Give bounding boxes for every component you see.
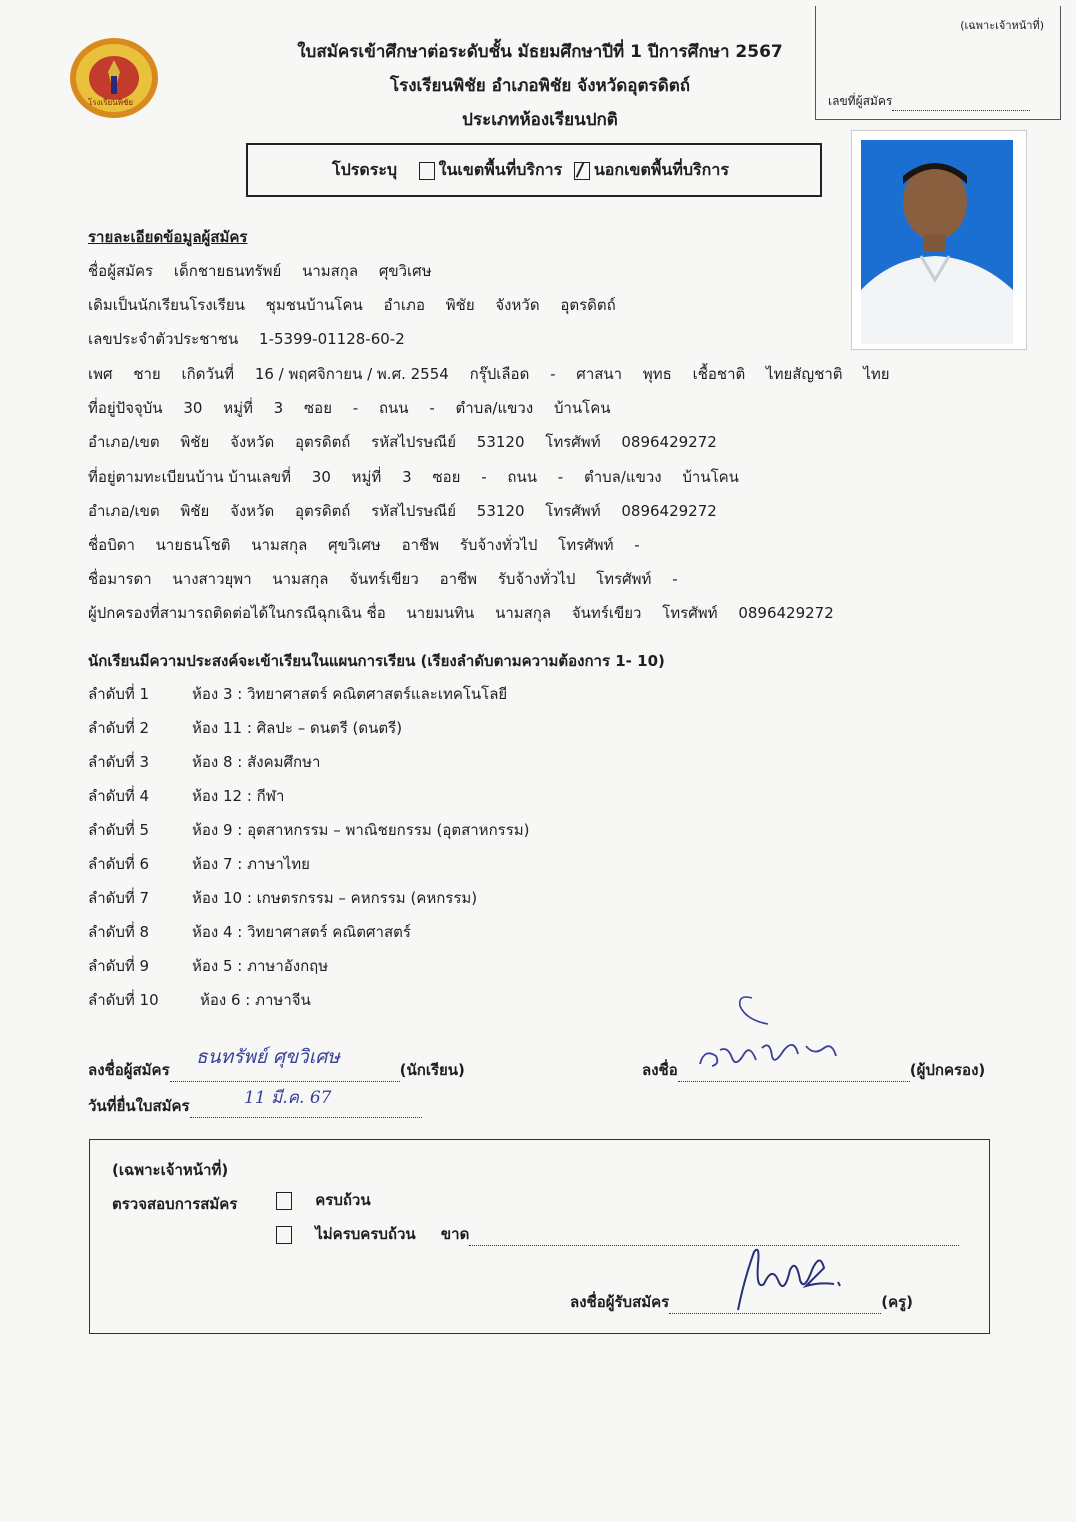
preference-room: ห้อง 7 : ภาษาไทย <box>192 855 310 873</box>
preference-rank: ลำดับที่ 3 <box>88 753 150 771</box>
reg-addr-label: ที่อยู่ตามทะเบียนบ้าน บ้านเลขที่ <box>88 468 291 486</box>
preference-row <box>88 853 326 875</box>
amphoe-value: พิชัย <box>445 296 475 314</box>
applicant-photo <box>851 130 1027 350</box>
road-label: ถนน <box>378 399 409 417</box>
religion-value: พุทธ <box>642 365 672 383</box>
applicant-handwritten-signature: ธนทรัพย์ ศุขวิเศษ <box>196 1046 340 1068</box>
id-value: 1-5399-01128-60-2 <box>259 330 405 348</box>
preference-rank: ลำดับที่ 9 <box>88 957 150 975</box>
reg-district-label: อำเภอ/เขต <box>88 502 160 520</box>
mother-surname-label: นามสกุล <box>272 570 329 588</box>
soi-value: - <box>352 399 359 417</box>
guardian-handwritten-signature <box>690 990 850 1080</box>
province-label: จังหวัด <box>495 296 540 314</box>
addr-no: 30 <box>183 399 203 417</box>
logo-text: โรงเรียนพิชัย <box>88 98 134 107</box>
soi-label: ซอย <box>304 399 332 417</box>
preference-room: ห้อง 6 : ภาษาจีน <box>200 991 311 1009</box>
preference-rank: ลำดับที่ 4 <box>88 787 150 805</box>
reg-phone-label: โทรศัพท์ <box>545 502 601 520</box>
reg-postal-value: 53120 <box>476 502 525 520</box>
incomplete-label: ไม่ครบครบถ้วน <box>315 1225 416 1243</box>
receiver-label: ลงชื่อผู้รับสมัคร <box>570 1293 670 1311</box>
reg-tambon-value: บ้านโคน <box>682 468 739 486</box>
form-title: ใบสมัครเข้าศึกษาต่อระดับชั้น มัธยมศึกษาปีที่ 1 ปีการศึกษา 2567 <box>297 42 783 62</box>
row-registered-district <box>88 500 733 522</box>
name-value: เด็กชายธนทรัพย์ <box>173 262 282 280</box>
reg-soi-value: - <box>481 468 487 486</box>
moo-label: หมู่ที่ <box>223 399 253 417</box>
row-personal <box>88 363 906 385</box>
row-prev-school <box>88 294 632 316</box>
inside-area-checkbox[interactable] <box>419 162 435 180</box>
row-current-district <box>88 431 733 453</box>
preference-row <box>88 989 327 1011</box>
born-value: 16 / พฤศจิกายน / พ.ศ. 2554 <box>254 365 449 383</box>
preference-rank: ลำดับที่ 2 <box>88 719 150 737</box>
reg-district-value: พิชัย <box>180 502 210 520</box>
blood-value: - <box>550 365 556 383</box>
application-date-handwriting: 11 มี.ค. 67 <box>244 1088 332 1108</box>
preference-room: ห้อง 8 : สังคมศึกษา <box>192 753 321 771</box>
guardian-phone-label: โทรศัพท์ <box>662 604 718 622</box>
preference-room: ห้อง 12 : กีฬา <box>192 787 285 805</box>
sex-value: ชาย <box>133 365 161 383</box>
preference-row <box>88 955 344 977</box>
receiver-handwritten-signature <box>730 1240 850 1320</box>
reg-road-label: ถนน <box>507 468 537 486</box>
service-area-box <box>246 143 822 197</box>
applicant-number-label: เลขที่ผู้สมัคร <box>828 94 893 108</box>
reg-addr-no: 30 <box>311 468 331 486</box>
preference-row <box>88 785 300 807</box>
name-label: ชื่อผู้สมัคร <box>88 262 154 280</box>
prev-school-label: เดิมเป็นนักเรียนโรงเรียน <box>88 296 245 314</box>
staff-heading: (เฉพาะเจ้าหน้าที่) <box>112 1161 229 1179</box>
guardian-surname-label: นามสกุล <box>495 604 552 622</box>
reg-moo-label: หมู่ที่ <box>351 468 382 486</box>
reg-moo-value: 3 <box>402 468 412 486</box>
province-label-2: จังหวัด <box>230 433 275 451</box>
reg-phone-value: 0896429272 <box>621 502 717 520</box>
phone-label: โทรศัพท์ <box>545 433 601 451</box>
preference-room: ห้อง 9 : อุตสาหกรรม – พาณิชยกรรม (อุตสาหกรรม) <box>192 821 530 839</box>
father-label: ชื่อบิดา <box>88 536 135 554</box>
application-date-label: วันที่ยื่นใบสมัคร <box>88 1097 190 1115</box>
nation-value: ไทย <box>863 365 890 383</box>
mother-name: นางสาวยุพา <box>172 570 252 588</box>
province-value: อุตรดิตถ์ <box>560 296 616 314</box>
preference-rank: ลำดับที่ 8 <box>88 923 150 941</box>
applicant-number-field[interactable] <box>828 92 1030 111</box>
staff-check-label: ตรวจสอบการสมัคร <box>112 1195 238 1213</box>
born-label: เกิดวันที่ <box>181 365 235 383</box>
addr-label: ที่อยู่ปัจจุบัน <box>88 399 163 417</box>
guardian-label: ผู้ปกครองที่สามารถติดต่อได้ในกรณีฉุกเฉิน ชื่อ <box>88 604 386 622</box>
father-career: รับจ้างทั่วไป <box>459 536 538 554</box>
row-current-address <box>88 397 626 419</box>
moo-value: 3 <box>273 399 284 417</box>
receiver-suffix: (ครู) <box>881 1293 914 1311</box>
outside-area-checkbox[interactable] <box>574 162 590 180</box>
preference-rank: ลำดับที่ 7 <box>88 889 150 907</box>
preference-room: ห้อง 3 : วิทยาศาสตร์ คณิตศาสตร์และเทคโนโลยี <box>192 685 508 703</box>
father-surname-label: นามสกุล <box>251 536 308 554</box>
row-guardian <box>88 602 850 624</box>
preference-row <box>88 887 493 909</box>
reg-province-value: อุตรดิตถ์ <box>295 502 351 520</box>
preference-rank: ลำดับที่ 6 <box>88 855 150 873</box>
race-value: ไทย <box>766 365 793 383</box>
province-value-2: อุตรดิตถ์ <box>295 433 351 451</box>
mother-career-label: อาชีพ <box>439 570 478 588</box>
applicant-signature-label: ลงชื่อผู้สมัคร <box>88 1061 170 1079</box>
preference-row <box>88 751 336 773</box>
surname-label: นามสกุล <box>302 262 359 280</box>
outside-area-label: นอกเขตพื้นที่บริการ <box>593 160 729 179</box>
missing-field[interactable] <box>441 1225 959 1243</box>
guardian-name: นายมนทิน <box>406 604 475 622</box>
preference-rank: ลำดับที่ 10 <box>88 991 159 1009</box>
postal-value: 53120 <box>476 433 525 451</box>
nation-label: สัญชาติ <box>792 365 843 383</box>
row-father <box>88 534 656 556</box>
preference-room: ห้อง 11 : ศิลปะ – ดนตรี (ดนตรี) <box>192 719 403 737</box>
complete-checkbox[interactable] <box>276 1192 292 1210</box>
missing-label: ขาด <box>440 1225 470 1243</box>
preferences-title: นักเรียนมีความประสงค์จะเข้าเรียนในแผนการเรียน (เรียงลำดับตามความต้องการ 1- 10) <box>88 652 665 670</box>
office-use-label: (เฉพาะเจ้าหน้าที่) <box>960 19 1044 32</box>
postal-label: รหัสไปรษณีย์ <box>371 433 456 451</box>
father-career-label: อาชีพ <box>401 536 440 554</box>
preference-row <box>88 819 546 841</box>
applicant-signature-suffix: (นักเรียน) <box>399 1061 465 1079</box>
preference-row <box>88 717 418 739</box>
guardian-signature-label: ลงชื่อ <box>642 1061 678 1079</box>
phone-value: 0896429272 <box>621 433 717 451</box>
reg-road-value: - <box>557 468 564 486</box>
inside-area-label: ในเขตพื้นที่บริการ <box>438 160 563 179</box>
office-use-box <box>815 6 1061 120</box>
reg-postal-label: รหัสไปรษณีย์ <box>371 502 456 520</box>
father-phone: - <box>634 536 640 554</box>
room-type: ประเภทห้องเรียนปกติ <box>462 110 618 130</box>
race-label: เชื้อชาติ <box>692 365 746 383</box>
father-name: นายธนโชติ <box>155 536 231 554</box>
reg-soi-label: ซอย <box>432 468 461 486</box>
guardian-surname: จันทร์เขียว <box>571 604 642 622</box>
prev-school-value: ชุมชนบ้านโคน <box>265 296 363 314</box>
father-surname: ศุขวิเศษ <box>328 536 381 554</box>
district-value: พิชัย <box>180 433 210 451</box>
mother-surname: จันทร์เขียว <box>349 570 419 588</box>
incomplete-checkbox[interactable] <box>276 1226 292 1244</box>
reg-tambon-label: ตำบล/แขวง <box>583 468 662 486</box>
row-id <box>88 328 421 350</box>
preference-rank: ลำดับที่ 5 <box>88 821 150 839</box>
father-phone-label: โทรศัพท์ <box>558 536 614 554</box>
preference-row <box>88 683 523 705</box>
tambon-label: ตำบล/แขวง <box>455 399 534 417</box>
surname-value: ศุขวิเศษ <box>378 262 432 280</box>
mother-career: รับจ้างทั่วไป <box>497 570 576 588</box>
preference-room: ห้อง 5 : ภาษาอังกฤษ <box>192 957 329 975</box>
school-line: โรงเรียนพิชัย อำเภอพิชัย จังหวัดอุตรดิตถ์ <box>389 76 691 96</box>
reg-province-label: จังหวัด <box>230 502 275 520</box>
row-mother <box>88 568 694 590</box>
blood-label: กรุ๊ปเลือด <box>469 365 530 383</box>
complete-label: ครบถ้วน <box>315 1191 371 1209</box>
preference-row <box>88 921 427 943</box>
tambon-value: บ้านโคน <box>553 399 611 417</box>
staff-use-box <box>89 1139 990 1334</box>
preference-rank: ลำดับที่ 1 <box>88 685 150 703</box>
sex-label: เพศ <box>88 365 113 383</box>
row-registered-address <box>88 466 755 488</box>
religion-label: ศาสนา <box>576 365 623 383</box>
amphoe-label: อำเภอ <box>383 296 425 314</box>
guardian-signature-suffix: (ผู้ปกครอง) <box>909 1061 986 1079</box>
mother-phone-label: โทรศัพท์ <box>596 570 652 588</box>
preference-room: ห้อง 4 : วิทยาศาสตร์ คณิตศาสตร์ <box>192 923 411 941</box>
id-label: เลขประจำตัวประชาชน <box>88 330 239 348</box>
district-label: อำเภอ/เขต <box>88 433 160 451</box>
service-area-prompt: โปรดระบุ <box>332 160 398 179</box>
section-title: รายละเอียดข้อมูลผู้สมัคร <box>88 228 248 246</box>
mother-phone: - <box>672 570 678 588</box>
row-name <box>88 260 448 282</box>
guardian-phone: 0896429272 <box>738 604 834 622</box>
preference-room: ห้อง 10 : เกษตรกรรม – คหกรรม (คหกรรม) <box>192 889 478 907</box>
road-value: - <box>429 399 435 417</box>
mother-label: ชื่อมารดา <box>88 570 152 588</box>
